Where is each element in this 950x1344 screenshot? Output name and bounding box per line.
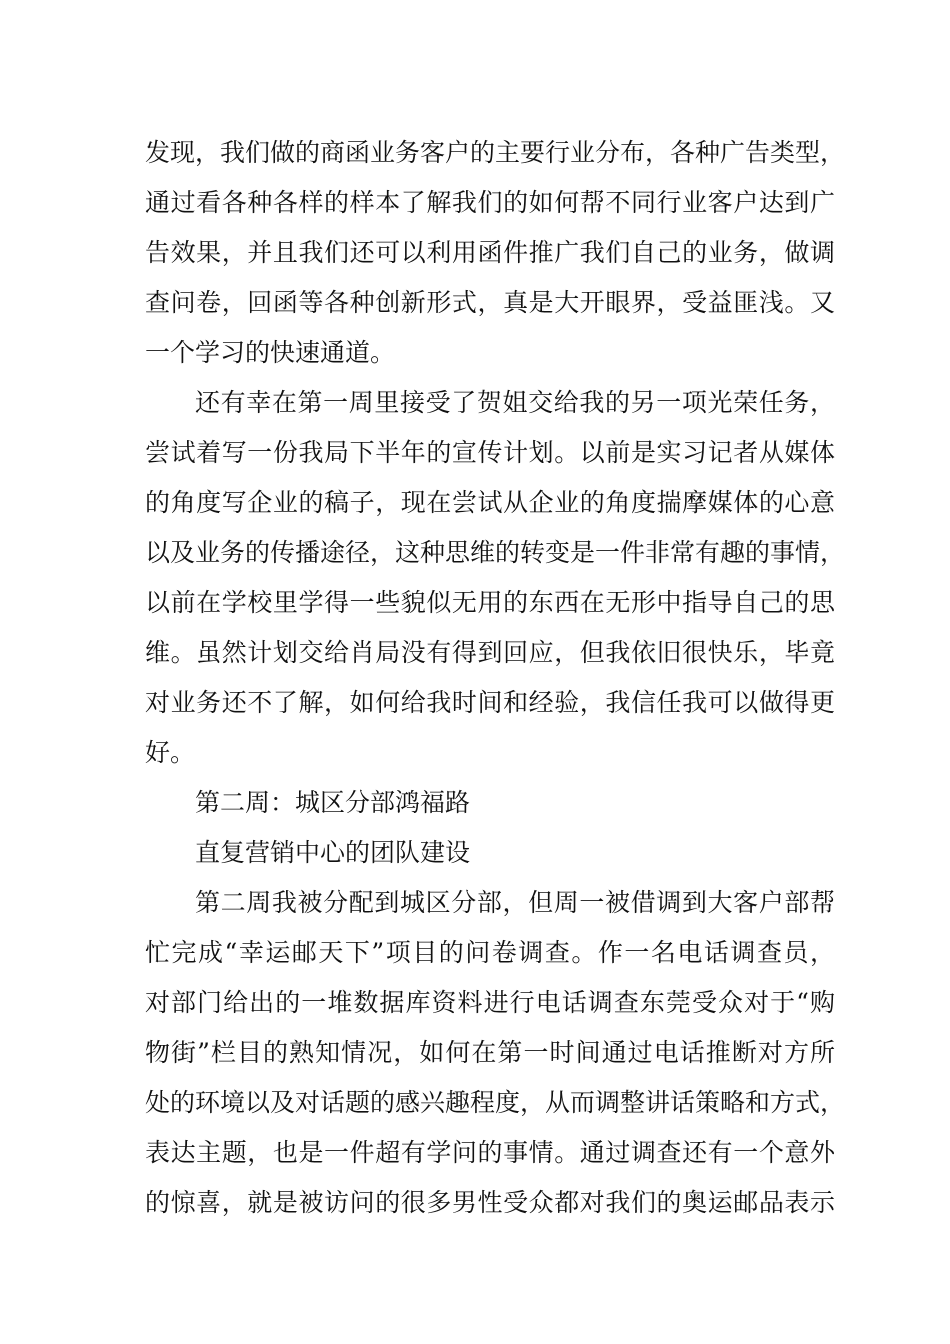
text-line: 表达主题，也是一件超有学问的事情。通过调查还有一个意外 bbox=[145, 1138, 835, 1167]
text-line: 第二周我被分配到城区分部，但周一被借调到大客户部帮 bbox=[195, 888, 835, 917]
text-line: 以前在学校里学得一些貌似无用的东西在无形中指导自己的思 bbox=[145, 588, 835, 617]
text-line: 好。 bbox=[145, 738, 196, 767]
section-subheading bbox=[145, 828, 835, 878]
text-line: 还有幸在第一周里接受了贺姐交给我的另一项光荣任务， bbox=[195, 388, 835, 417]
text-line: 维。虽然计划交给肖局没有得到回应，但我依旧很快乐，毕竟 bbox=[145, 638, 835, 667]
text-line: 以及业务的传播途径，这种思维的转变是一件非常有趣的事情， bbox=[145, 538, 846, 567]
paragraph bbox=[145, 378, 846, 778]
text-line: 物街”栏目的熟知情况，如何在第一时间通过电话推断对方所 bbox=[145, 1038, 835, 1067]
section-heading bbox=[145, 778, 835, 828]
paragraph bbox=[145, 878, 846, 1228]
text-line: 的惊喜，就是被访问的很多男性受众都对我们的奥运邮品表示 bbox=[145, 1188, 835, 1217]
text-line: 尝试着写一份我局下半年的宣传计划。以前是实习记者从媒体 bbox=[145, 438, 835, 467]
text-line: 忙完成“幸运邮天下”项目的问卷调查。作一名电话调查员， bbox=[145, 938, 835, 967]
body-text bbox=[145, 128, 846, 1228]
text-line: 直复营销中心的团队建设 bbox=[195, 838, 471, 867]
text-line: 对业务还不了解，如何给我时间和经验，我信任我可以做得更 bbox=[145, 688, 835, 717]
text-line: 的角度写企业的稿子，现在尝试从企业的角度揣摩媒体的心意 bbox=[145, 488, 835, 517]
text-line: 通过看各种各样的样本了解我们的如何帮不同行业客户达到广 bbox=[145, 188, 835, 217]
text-line: 处的环境以及对话题的感兴趣程度，从而调整讲话策略和方式， bbox=[145, 1088, 846, 1117]
paragraph bbox=[145, 128, 846, 378]
text-line: 发现，我们做的商函业务客户的主要行业分布，各种广告类型， bbox=[145, 138, 846, 167]
text-line: 一个学习的快速通道。 bbox=[145, 338, 396, 367]
text-line: 第二周：城区分部鸿福路 bbox=[195, 788, 471, 817]
text-line: 查问卷，回函等各种创新形式，真是大开眼界，受益匪浅。又 bbox=[145, 288, 835, 317]
text-line: 告效果，并且我们还可以利用函件推广我们自己的业务，做调 bbox=[145, 238, 835, 267]
text-line: 对部门给出的一堆数据库资料进行电话调查东莞受众对于“购 bbox=[145, 988, 835, 1017]
